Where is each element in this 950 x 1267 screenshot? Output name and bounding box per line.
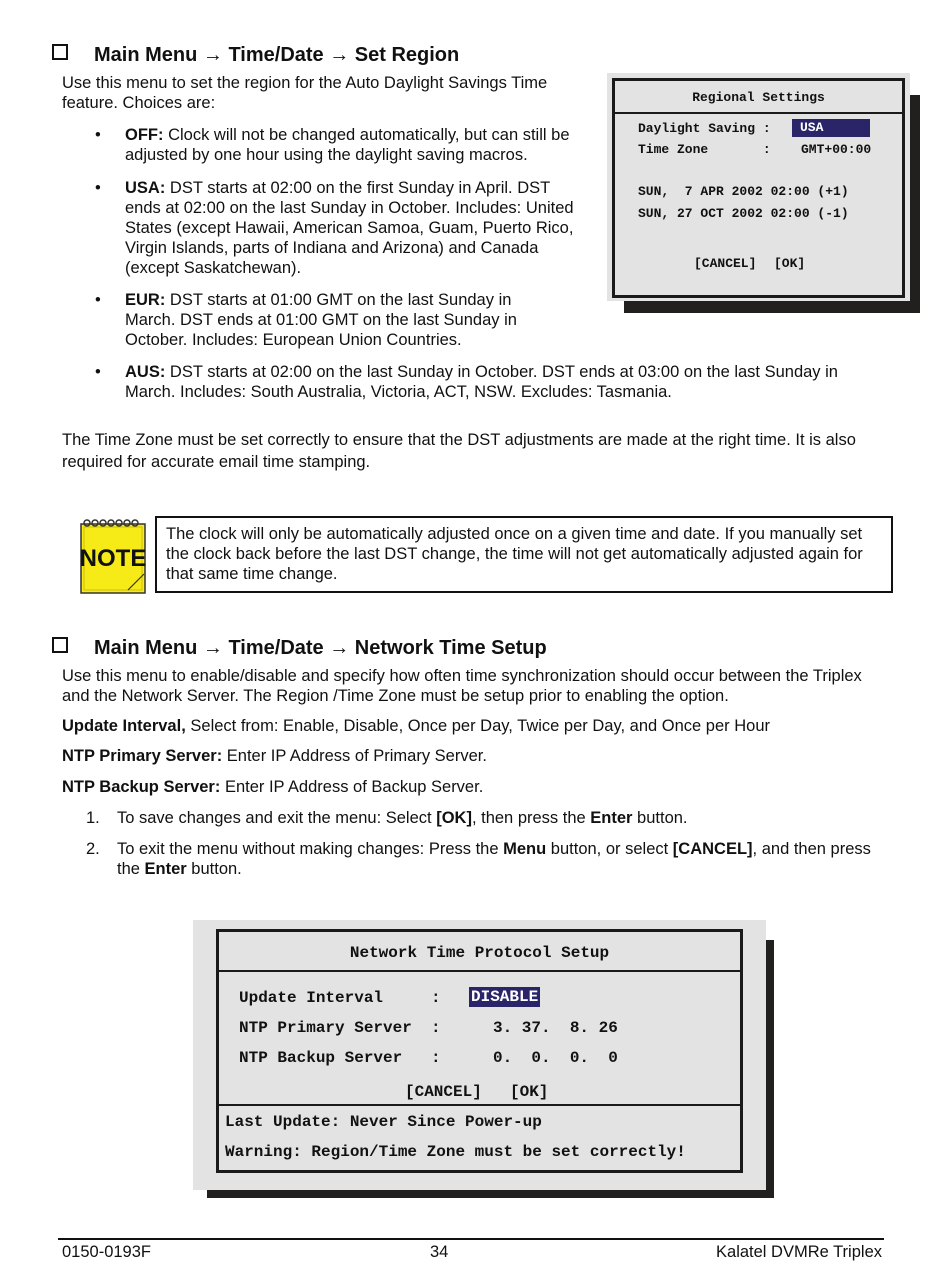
note-box — [155, 516, 893, 593]
bullet-dot-icon: • — [95, 126, 101, 144]
ntp-intro-paragraph: Use this menu to enable/disable and specify how often time synchronization should occur between the Triplex and the Network Server. The Region /Time Zone must be setup prior to enabling the option. — [62, 667, 862, 705]
section-heading-network-time — [52, 636, 547, 660]
time-zone-value[interactable]: GMT+00:00 — [801, 142, 872, 157]
dst-end-line: SUN, 27 OCT 2002 02:00 (-1) — [638, 206, 849, 221]
backup-server-label: NTP Backup Server : — [239, 1049, 441, 1067]
note-text: The clock will only be automatically adjusted once on a given time and date. If you manually set the clock back before the last DST change, the time will not get automatically adjusted again for that same time change. — [166, 525, 863, 583]
bullet-eur: • EUR: DST starts at 01:00 GMT on the last Sunday in March. DST ends at 01:00 GMT on the last Sunday in October. Includes: European Union Countries. — [95, 291, 517, 349]
note-icon-label: NOTE — [80, 545, 146, 572]
divider — [615, 112, 902, 114]
ntp-panel — [193, 920, 766, 1190]
bullet-usa: • USA: DST starts at 02:00 on the first Sunday in April. DST ends at 02:00 on the last Sunday in October. Includes: United States (except Hawaii, American Samoa, Guam, Puerto Rico, Virgin Islands, parts of Indiana and Arizona) and Canada (except Saskatchewan). — [95, 179, 574, 277]
ntp-screen — [216, 929, 743, 1173]
warning-status: Warning: Region/Time Zone must be set correctly! — [225, 1143, 686, 1161]
dst-start-line: SUN, 7 APR 2002 02:00 (+1) — [638, 184, 849, 199]
backup-server-value[interactable]: 0. 0. 0. 0 — [493, 1049, 618, 1067]
timezone-paragraph: The Time Zone must be set correctly to ensure that the DST adjustments are made at the right time. It is also required for accurate email time stamping. — [62, 431, 856, 471]
backup-server-line: NTP Backup Server: Enter IP Address of Backup Server. — [62, 778, 484, 796]
intro-paragraph: Use this menu to set the region for the Auto Daylight Savings Time feature. Choices are: — [62, 74, 548, 112]
daylight-saving-label: Daylight Saving : — [638, 121, 771, 136]
step-2-number: 2. — [86, 840, 100, 858]
section-title: Main Menu → Time/Date → Set Region — [94, 44, 460, 66]
primary-server-label: NTP Primary Server : — [239, 1019, 441, 1037]
bullet-dot-icon: • — [95, 363, 101, 381]
daylight-saving-value[interactable]: USA — [792, 119, 870, 137]
checkbox-bullet-icon — [52, 637, 68, 653]
time-zone-label: Time Zone : — [638, 142, 771, 157]
regional-panel — [607, 73, 910, 301]
footer-page-number: 34 — [430, 1243, 449, 1261]
bullet-off: • OFF: Clock will not be changed automatically, but can still be adjusted by one hour using the daylight saving macros. — [95, 126, 570, 164]
bullet-dot-icon: • — [95, 179, 101, 197]
note-icon — [80, 518, 146, 594]
step-2: To exit the menu without making changes: Press the Menu button, or select [CANCEL], and then press the Enter button. — [117, 840, 871, 878]
update-interval-line: Update Interval, Select from: Enable, Disable, Once per Day, Twice per Day, and Once per Hour — [62, 717, 770, 735]
bullet-dot-icon: • — [95, 291, 101, 309]
regional-screen — [612, 78, 905, 298]
ntp-title: Network Time Protocol Setup — [349, 944, 610, 962]
ntp-cancel-button[interactable]: [CANCEL] — [405, 1083, 482, 1101]
regional-cancel-button[interactable]: [CANCEL] — [694, 256, 757, 271]
last-update-status: Last Update: Never Since Power-up — [225, 1113, 542, 1131]
primary-server-value[interactable]: 3. 37. 8. 26 — [493, 1019, 618, 1037]
regional-ok-button[interactable]: [OK] — [774, 256, 806, 271]
section-title: Main Menu → Time/Date → Network Time Setup — [94, 637, 547, 659]
primary-server-line: NTP Primary Server: Enter IP Address of Primary Server. — [62, 747, 487, 765]
checkbox-bullet-icon — [52, 44, 68, 60]
footer-product: Kalatel DVMRe Triplex — [716, 1243, 882, 1261]
divider — [219, 1104, 740, 1106]
divider — [219, 970, 740, 972]
footer-rule — [58, 1238, 884, 1240]
section-heading-set-region — [52, 43, 459, 67]
update-interval-value[interactable]: DISABLE — [471, 988, 539, 1006]
update-interval-label: Update Interval : — [239, 989, 441, 1007]
ntp-ok-button[interactable]: [OK] — [510, 1083, 549, 1101]
footer-doc-number: 0150-0193F — [62, 1243, 151, 1261]
bullet-aus: • AUS: DST starts at 02:00 on the last Sunday in October. DST ends at 03:00 on the last Sunday in March. Includes: South Australia, Victoria, ACT, NSW. Excludes: Tasmania. — [95, 363, 838, 401]
step-1: To save changes and exit the menu: Select [OK], then press the Enter button. — [117, 809, 688, 827]
step-1-number: 1. — [86, 809, 100, 827]
regional-title: Regional Settings — [692, 90, 825, 105]
